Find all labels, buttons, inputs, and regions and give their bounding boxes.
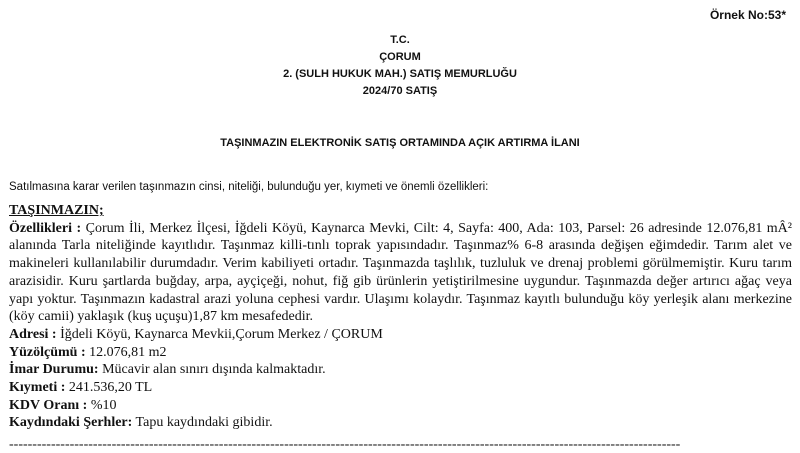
- announcement-title: TAŞINMAZIN ELEKTRONİK SATIŞ ORTAMINDA AÇIK ARTIRMA İLANI: [220, 137, 580, 149]
- features-label: Özellikleri :: [9, 220, 82, 236]
- header-line-city: ÇORUM: [379, 51, 421, 63]
- header-line-office: 2. (SULH HUKUK MAH.) SATIŞ MEMURLUĞU: [283, 68, 517, 80]
- vat-row: [9, 397, 792, 415]
- features-value: Çorum İli, Merkez İlçesi, İğdeli Köyü, Kaynarca Mevki, Cilt: 4, Sayfa: 400, Ada: 103, Parsel: 26 adresinde 12.076,81 mÂ² alanında Tarla niteliğinde kayıtlıdır. Taşınmaz killi-tınlı toprak yapısındadır. Taşınmaz% 6-8 arasında değişen eğimdedir. Tarım alet ve makineleri kullanılabilir durumdadır. Verim kabiliyeti ortadır. Taşınmazda taşlılık, tuzluluk ve drenaj problemi görülmemiştir. Kuru tarım arazisidir. Kuru şartlarda buğday, arpa, ayçiçeği, nohut, fiğ gib ürünlerin yetiştirilmesine uygundur. Taşınmazda değer artırıcı ağaç veya yapı yoktur. Taşınmazın kadastral arazi yoluna cephesi vardır. Ulaşımı kolaydır. Taşınmaz kayıtlı bulunduğu köy yerleşik alanı merkezine (köy camii) yaklaşık (kuş uçuşu)1,87 km mesafededir.: [9, 220, 792, 325]
- features-paragraph: [9, 220, 792, 326]
- document-header: [0, 32, 800, 100]
- value-label: Kıymeti :: [9, 380, 66, 396]
- zoning-row: [9, 361, 792, 379]
- area-row: [9, 344, 792, 362]
- annotations-value: Tapu kaydındaki gibidir.: [135, 415, 273, 431]
- annotations-row: [9, 414, 792, 432]
- address-label: Adresi :: [9, 326, 57, 342]
- header-line-tc: T.C.: [390, 34, 410, 46]
- value-amount: 241.536,20 TL: [68, 380, 153, 396]
- vat-label: KDV Oranı :: [9, 397, 88, 413]
- zoning-label: İmar Durumu:: [9, 362, 99, 378]
- address-row: [9, 326, 792, 344]
- section-heading: TAŞINMAZIN;: [9, 203, 104, 218]
- area-value: 12.076,81 m2: [89, 344, 167, 360]
- annotations-label: Kaydındaki Şerhler:: [9, 415, 133, 431]
- separator-line: ------------------------------------------------------------------------------------------------------------------------------------------------: [9, 437, 681, 452]
- value-row: [9, 379, 792, 397]
- area-label: Yüzölçümü :: [9, 344, 86, 360]
- zoning-value: Mücavir alan sınırı dışında kalmaktadır.: [102, 362, 326, 378]
- vat-value: %10: [90, 397, 117, 413]
- property-details: [9, 202, 792, 432]
- sample-number: Örnek No:53*: [709, 8, 786, 22]
- address-value: İğdeli Köyü, Kaynarca Mevkii,Çorum Merkez / ÇORUM: [60, 326, 383, 342]
- header-line-file-no: 2024/70 SATIŞ: [362, 85, 438, 97]
- intro-text: Satılmasına karar verilen taşınmazın cinsi, niteliği, bulunduğu yer, kıymeti ve önemli özellikleri:: [9, 181, 489, 193]
